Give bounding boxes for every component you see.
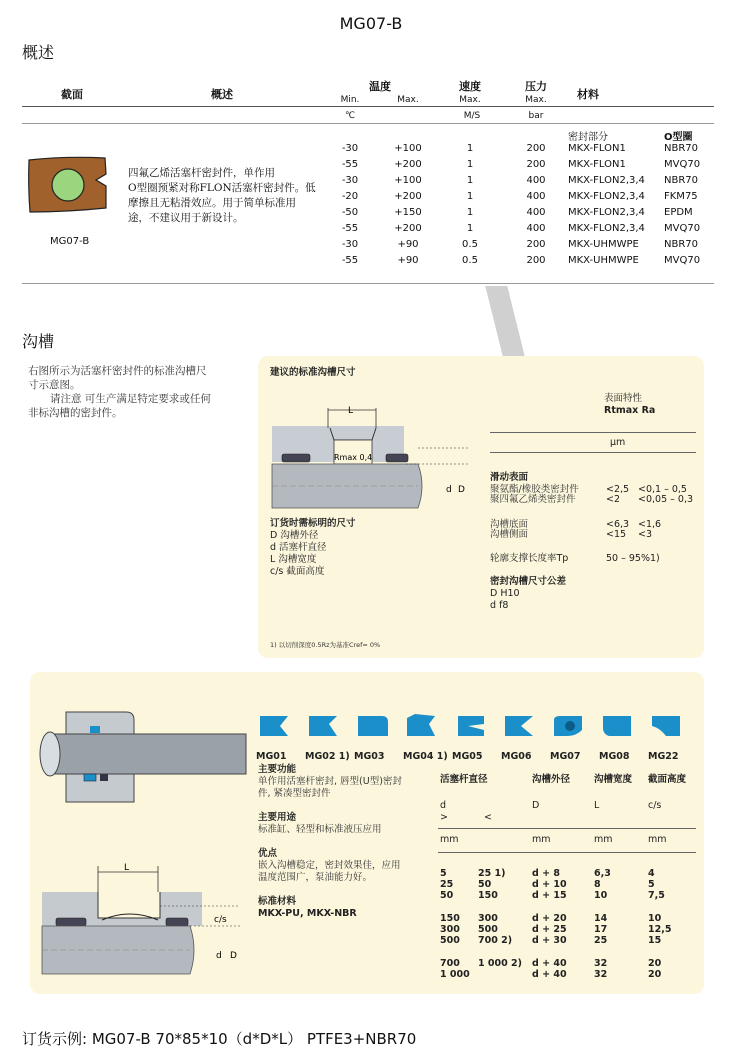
cross-section-cell: 4 [648, 868, 655, 879]
profile-label: MG05 [452, 751, 483, 762]
advantage-title: 优点 [258, 848, 278, 859]
pressure-cell: 400 [526, 175, 546, 186]
seal-profile-shape [309, 716, 337, 736]
table-rule-units [22, 123, 714, 124]
surface-rule-2 [490, 452, 696, 453]
rod-min-cell: 300 [440, 924, 460, 935]
groove-text-line: 非标沟槽的密封件。 [28, 407, 123, 419]
dim-D-label: D [230, 951, 237, 961]
tolerance-item: d f8 [490, 600, 509, 611]
material-text: MKX-PU, MKX-NBR [258, 908, 357, 919]
groove-width-cell: 25 [594, 935, 608, 946]
function-text: 件, 紧凑型密封件 [258, 788, 331, 799]
groove-width-cell: 32 [594, 958, 608, 969]
rod-max-cell: 1 000 2) [478, 958, 523, 969]
material-oring-label: O型圈 [664, 132, 693, 143]
seal-profile-icon [356, 712, 390, 740]
order-dimension-item: c/s 截面高度 [270, 566, 325, 577]
oring-material-cell: NBR70 [664, 239, 699, 250]
seal-profile-icon [258, 712, 292, 740]
groove-width-cell: 32 [594, 969, 608, 980]
unit-cs: mm [648, 834, 667, 845]
seal-material-cell: MKX-UHMWPE [568, 239, 639, 250]
col-rod-diameter: 活塞杆直径 [440, 774, 488, 785]
groove-width-cell: 8 [594, 879, 601, 890]
order-dimension-item: d 活塞杆直径 [270, 542, 327, 553]
speed-unit: M/S [463, 111, 481, 121]
temp-max-cell: +200 [394, 159, 422, 170]
surface-rtmax: <6,3 [606, 519, 630, 530]
description-line: O型圈预紧对称FLON活塞杆密封件。低 [128, 182, 316, 194]
groove-od-cell: d + 10 [532, 879, 567, 890]
order-dimensions-title: 订货时需标明的尺寸 [270, 518, 356, 529]
col-header-material: 材料 [577, 88, 599, 101]
pressure-cell: 400 [526, 223, 546, 234]
rod-max-cell: 700 2) [478, 935, 513, 946]
table-rule-top [22, 106, 714, 107]
rod-min-cell: 50 [440, 890, 454, 901]
surface-rtmax: <2 [606, 494, 621, 505]
seal-material-cell: MKX-FLON2,3,4 [568, 175, 645, 186]
seal-profile-icon [601, 712, 635, 740]
profile-label: MG03 [354, 751, 385, 762]
function-text: 单作用活塞杆密封, 唇型(U型)密封 [258, 776, 402, 787]
groove-section-icon [40, 858, 246, 976]
seal-profile-shape [505, 716, 533, 736]
groove-width-cell: 6,3 [594, 868, 611, 879]
speed-cell: 1 [466, 223, 474, 234]
sym-L: L [594, 800, 600, 811]
cross-section-cell: 20 [648, 958, 662, 969]
oring-material-cell: MVQ70 [664, 255, 701, 266]
speed-cell: 0.5 [462, 255, 478, 266]
surface-title: 表面特性 [604, 393, 643, 404]
surface-row-label: 聚氨酯/橡胶类密封件 [490, 484, 579, 495]
sliding-title: 滑动表面 [490, 472, 529, 483]
seal-material-cell: MKX-FLON1 [568, 159, 626, 170]
rod-min-cell: 5 [440, 868, 447, 879]
seal-material-cell: MKX-UHMWPE [568, 255, 639, 266]
advantage-text: 嵌入沟槽稳定，密封效果佳，应用 [258, 860, 401, 871]
temp-min-cell: -55 [341, 159, 359, 170]
advantage-text: 温度范围广，泵油能力好。 [258, 872, 373, 883]
groove-description [28, 364, 243, 420]
profile-label: MG04 1) [403, 751, 448, 762]
tp-value: 50 – 95%1) [606, 553, 660, 564]
order-dimension-item: L 沟槽宽度 [270, 554, 317, 565]
surface-row-label: 沟槽底面 [490, 519, 529, 530]
description-line: 四氟乙烯活塞杆密封件，单作用 [128, 167, 275, 179]
cross-section-cell: 10 [648, 913, 662, 924]
profile-label: MG02 1) [305, 751, 350, 762]
watermark-stroke [485, 286, 524, 356]
pressure-cell: 400 [526, 191, 546, 202]
oring-mark [565, 721, 575, 731]
temp-min-cell: -30 [341, 175, 359, 186]
rod-min-cell: 1 000 [440, 969, 470, 980]
seal-profile-icon [503, 712, 537, 740]
col-header-pressure: 压力 [525, 80, 547, 93]
temp-min-cell: -30 [341, 143, 359, 154]
seal-cross-section-icon [26, 154, 110, 218]
rmax-label: Rmax 0,4 [334, 453, 373, 462]
rod-max-cell: 300 [478, 913, 498, 924]
surface-ra: <3 [638, 529, 653, 540]
temp-max-cell: +90 [397, 255, 419, 266]
overview-heading: 概述 [22, 43, 55, 62]
rod-min-cell: 150 [440, 913, 460, 924]
order-example: 订货示例: MG07-B 70*85*10（d*D*L） PTFE3+NBR70 [22, 1030, 417, 1048]
cross-section-cell: 20 [648, 969, 662, 980]
seal-profile-shape [652, 716, 680, 736]
dim-d-label: d [446, 485, 452, 495]
dim-L-label: L [124, 863, 130, 873]
surface-ra: <0,1 – 0,5 [638, 484, 687, 495]
groove-od-cell: d + 8 [532, 868, 560, 879]
seal-profile-icon [307, 712, 341, 740]
use-title: 主要用途 [258, 812, 297, 823]
cross-section-cell: 5 [648, 879, 655, 890]
seal-material-cell: MKX-FLON2,3,4 [568, 191, 645, 202]
cross-section-cell: 15 [648, 935, 662, 946]
unit-rod: mm [440, 834, 459, 845]
sym-gt: > [440, 812, 448, 823]
temp-max-label: Max. [397, 95, 419, 105]
surface-ra: <1,6 [638, 519, 662, 530]
order-dimensions-block [270, 518, 356, 578]
speed-cell: 1 [466, 207, 474, 218]
rod-min-cell: 500 [440, 935, 460, 946]
function-block [258, 764, 438, 920]
profile-label: MG22 [648, 751, 679, 762]
sym-cs: c/s [648, 800, 662, 811]
temp-min-cell: -55 [341, 223, 359, 234]
rod-seal-assembly-icon [36, 706, 252, 810]
material-title: 标准材料 [258, 896, 297, 907]
profile-label: MG07 [550, 751, 581, 762]
surface-rule-1 [490, 432, 696, 433]
rod-max-cell: 500 [478, 924, 498, 935]
surface-row-label: 沟槽侧面 [490, 529, 529, 540]
groove-heading: 沟槽 [22, 332, 55, 351]
groove-text-line: 右图所示为活塞杆密封件的标准沟槽尺 [28, 365, 207, 377]
rod-max-cell: 150 [478, 890, 498, 901]
col-header-speed: 速度 [459, 80, 481, 93]
dim-d-label: d [216, 951, 222, 961]
surface-rtmax: <15 [606, 529, 627, 540]
profile-label: MG08 [599, 751, 630, 762]
col-header-temp: 温度 [369, 80, 391, 93]
groove-text-line: 请注意 可生产满足特定要求或任何 [50, 393, 211, 405]
tolerance-block [490, 576, 566, 612]
seal-profile-shape [358, 716, 388, 736]
temp-max-cell: +200 [394, 223, 422, 234]
product-description [128, 166, 328, 226]
pressure-unit: bar [528, 111, 544, 121]
tolerance-title: 密封沟槽尺寸公差 [490, 576, 567, 587]
tolerance-item: D H10 [490, 588, 520, 599]
unit-width: mm [594, 834, 613, 845]
surface-columns: Rtmax Ra [604, 405, 656, 416]
panel1-title: 建议的标准沟槽尺寸 [270, 367, 356, 378]
col-groove-width: 沟槽宽度 [594, 774, 633, 785]
surface-row-label: 聚四氟乙烯类密封件 [490, 494, 576, 505]
temp-max-cell: +150 [394, 207, 422, 218]
groove-od-cell: d + 40 [532, 969, 567, 980]
groove-od-cell: d + 15 [532, 890, 567, 901]
seal-material-cell: MKX-FLON1 [568, 143, 626, 154]
table-rule-bottom [22, 283, 714, 284]
groove-od-cell: d + 30 [532, 935, 567, 946]
cross-section-cell: 12,5 [648, 924, 672, 935]
use-text: 标准缸、轻型和标准液压应用 [258, 824, 382, 835]
seal-profile-icon [552, 712, 586, 740]
speed-cell: 0.5 [462, 239, 478, 250]
temp-min-cell: -50 [341, 207, 359, 218]
speed-cell: 1 [466, 159, 474, 170]
pressure-cell: 400 [526, 207, 546, 218]
seal-profile-shape [407, 714, 435, 736]
groove-od-cell: d + 25 [532, 924, 567, 935]
oring-material-cell: EPDM [664, 207, 693, 218]
dim-L-label: L [348, 406, 354, 416]
surface-unit: µm [610, 437, 626, 448]
groove-width-cell: 10 [594, 890, 608, 901]
temp-max-cell: +200 [394, 191, 422, 202]
description-line: 途，不建议用于新设计。 [128, 212, 244, 224]
speed-cell: 1 [466, 175, 474, 186]
oring-material-cell: MVQ70 [664, 159, 701, 170]
col-header-section: 截面 [61, 88, 83, 101]
groove-width-cell: 14 [594, 913, 608, 924]
material-seal-label: 密封部分 [568, 132, 608, 143]
temp-max-cell: +90 [397, 239, 419, 250]
temp-min-cell: -20 [341, 191, 359, 202]
col-header-overview: 概述 [211, 88, 233, 101]
order-dimension-item: D 沟槽外径 [270, 530, 319, 541]
seal-profile-shape [260, 716, 288, 736]
oring-material-cell: MVQ70 [664, 223, 701, 234]
panel1-footnote: 1) 以切削深度0.5Rz为基准Cref= 0% [270, 641, 381, 649]
groove-diagram-icon [268, 388, 474, 514]
temp-max-cell: +100 [394, 143, 422, 154]
profile-label: MG01 [256, 751, 287, 762]
dims-rule-2 [438, 852, 696, 853]
dim-D-label: D [458, 485, 465, 495]
seal-profile-shape [603, 716, 631, 736]
seal-material-cell: MKX-FLON2,3,4 [568, 223, 645, 234]
groove-od-cell: d + 20 [532, 913, 567, 924]
groove-od-cell: d + 40 [532, 958, 567, 969]
cross-section-cell: 7,5 [648, 890, 665, 901]
pressure-cell: 200 [526, 239, 546, 250]
unit-groove-od: mm [532, 834, 551, 845]
tp-label: 轮廓支撑长度率Tp [490, 553, 569, 564]
dim-cs-label: c/s [214, 915, 227, 925]
seal-profile-icon [405, 712, 439, 740]
speed-cell: 1 [466, 191, 474, 202]
rod-min-cell: 700 [440, 958, 460, 969]
pressure-cell: 200 [526, 255, 546, 266]
seal-profile-icon [454, 712, 488, 740]
temp-unit: ℃ [344, 111, 356, 121]
function-title: 主要功能 [258, 764, 297, 775]
rod-max-cell: 25 1) [478, 868, 506, 879]
speed-max-label: Max. [459, 95, 481, 105]
speed-cell: 1 [466, 143, 474, 154]
temp-min-label: Min. [340, 95, 360, 105]
sym-d: d [440, 800, 447, 811]
surface-rtmax: <2,5 [606, 484, 630, 495]
sym-lt: < [484, 812, 492, 823]
col-groove-od: 沟槽外径 [532, 774, 571, 785]
profile-label: MG06 [501, 751, 532, 762]
surface-ra: <0,05 – 0,3 [638, 494, 694, 505]
temp-min-cell: -30 [341, 239, 359, 250]
seal-profile-icon [650, 712, 684, 740]
document-title: MG07-B [339, 14, 403, 33]
temp-min-cell: -55 [341, 255, 359, 266]
description-line: 摩擦且无粘滑效应。用于简单标准用 [128, 197, 296, 209]
pressure-cell: 200 [526, 143, 546, 154]
oring-material-cell: NBR70 [664, 175, 699, 186]
oring-material-cell: NBR70 [664, 143, 699, 154]
rod-max-cell: 50 [478, 879, 492, 890]
groove-text-line: 寸示意图。 [28, 379, 81, 391]
sym-D: D [532, 800, 540, 811]
part-label: MG07-B [50, 236, 90, 247]
col-cross-section: 截面高度 [648, 774, 687, 785]
groove-width-cell: 17 [594, 924, 608, 935]
pressure-max-label: Max. [525, 95, 547, 105]
oring-material-cell: FKM75 [664, 191, 698, 202]
pressure-cell: 200 [526, 159, 546, 170]
seal-profile-shape [458, 716, 484, 736]
temp-max-cell: +100 [394, 175, 422, 186]
rod-min-cell: 25 [440, 879, 454, 890]
dims-rule-1 [438, 828, 696, 829]
seal-material-cell: MKX-FLON2,3,4 [568, 207, 645, 218]
